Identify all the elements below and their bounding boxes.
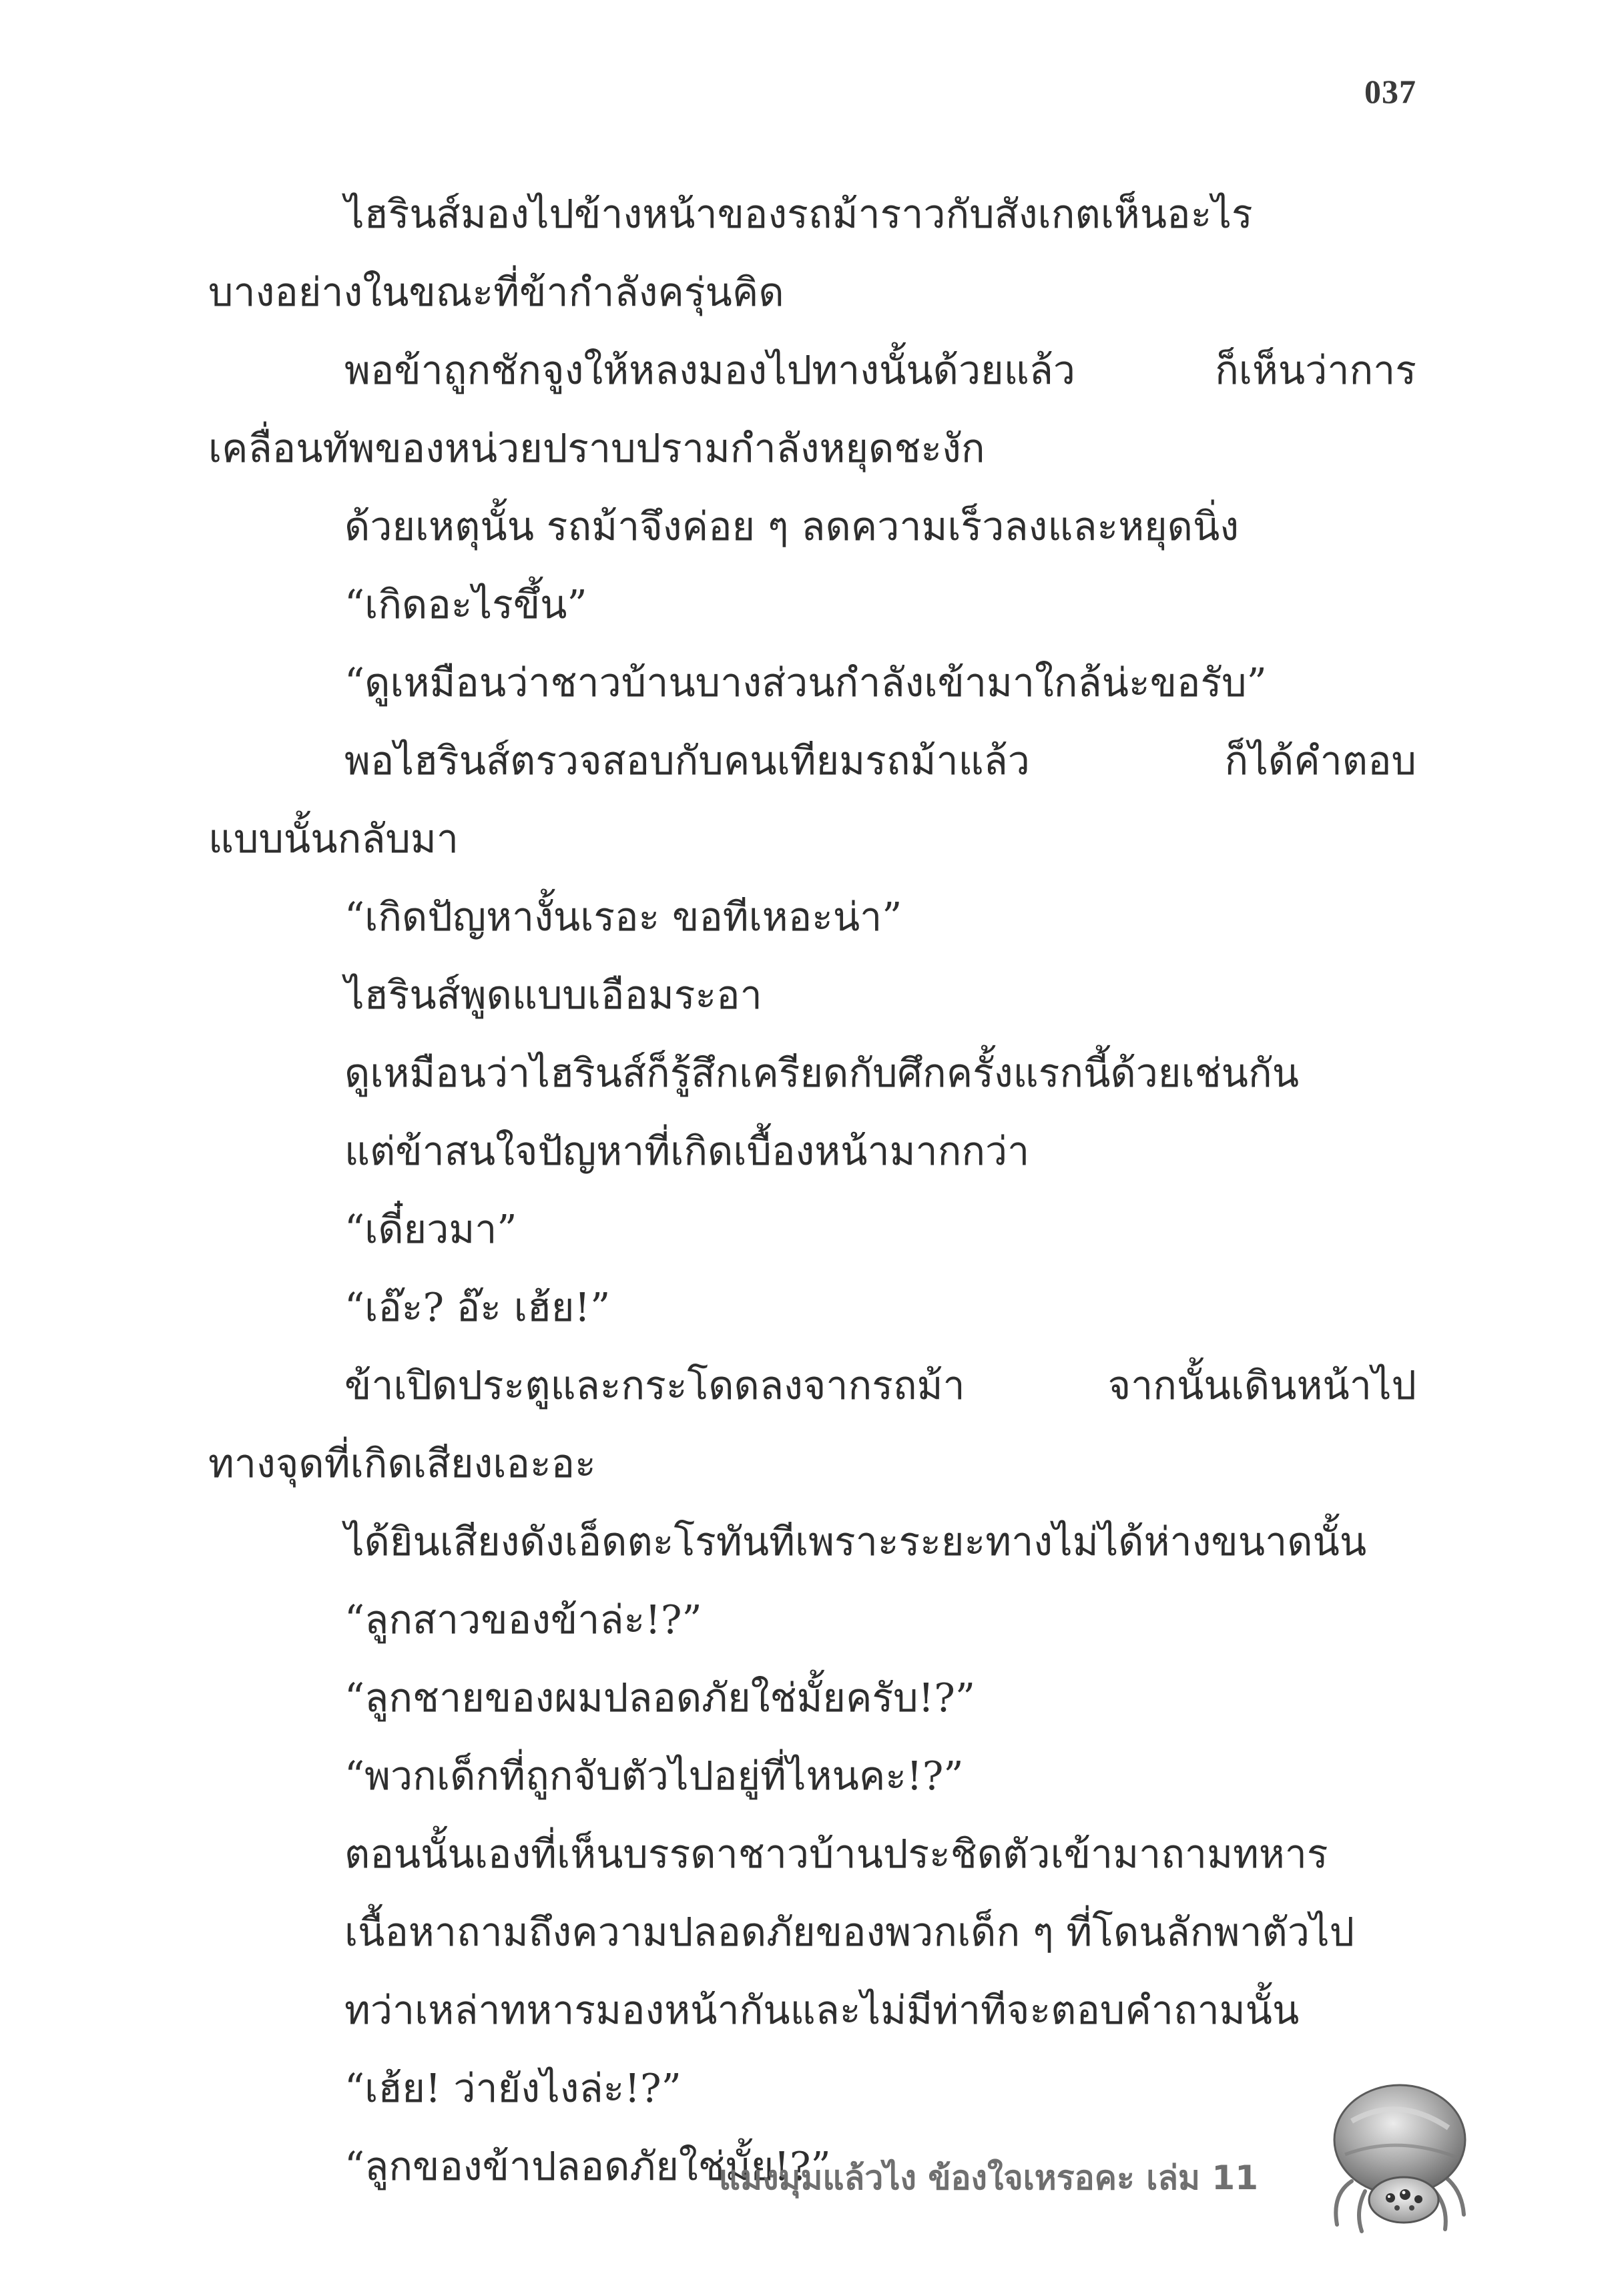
text-line: “ลูกสาวของข้าล่ะ!?” (344, 1597, 702, 1643)
body-text (208, 175, 1416, 2205)
text-line: “ลูกชายของผมปลอดภัยใช่มั้ยครับ!?” (344, 1675, 976, 1721)
footer-book-title: แมงมุมแล้วไง ข้องใจเหรอคะ เล่ม 11 (718, 2159, 1258, 2197)
text-line: ตอนนั้นเองที่เห็นบรรดาชาวบ้านประชิดตัวเข้ามาถามทหาร (344, 1831, 1328, 1877)
text-line: พอข้าถูกชักจูงให้หลงมองไปทางนั้นด้วยแล้ว ก็เห็นว่าการ (344, 347, 1416, 393)
text-line: แต่ข้าสนใจปัญหาที่เกิดเบื้องหน้ามากกว่า (344, 1128, 1030, 1174)
page-number: 037 (1364, 73, 1416, 110)
text-line: “เดี๋ยวมา” (344, 1206, 517, 1252)
text-line: “เกิดปัญหางั้นเรอะ ขอทีเหอะน่า” (344, 894, 902, 940)
text-line: เนื้อหาถามถึงความปลอดภัยของพวกเด็ก ๆ ที่โดนลักพาตัวไป (344, 1909, 1355, 1955)
text-line: “ลูกของข้าปลอดภัยใช่มั้ย!?” (344, 2143, 831, 2189)
text-line: “เอ๊ะ? อ๊ะ เฮ้ย!” (344, 1284, 611, 1330)
text-line: ไฮรินส์พูดแบบเอือมระอา (344, 972, 762, 1018)
text-line: ทว่าเหล่าทหารมองหน้ากันและไม่มีท่าทีจะตอบคำถามนั้น (344, 1987, 1300, 2033)
text-line: ข้าเปิดประตูและกระโดดลงจากรถม้า จากนั้นเดินหน้าไป (344, 1362, 1416, 1408)
text-line: “เกิดอะไรขึ้น” (344, 581, 587, 627)
text-line: “เฮ้ย! ว่ายังไงล่ะ!?” (344, 2065, 682, 2111)
text-line: ด้วยเหตุนั้น รถม้าจึงค่อย ๆ ลดความเร็วลงและหยุดนิ่ง (344, 503, 1240, 549)
spider-mascot-icon (1325, 2081, 1468, 2235)
text-line: พอไฮรินส์ตรวจสอบกับคนเทียมรถม้าแล้ว ก็ได้คำตอบ (344, 738, 1416, 784)
text-line: “พวกเด็กที่ถูกจับตัวไปอยู่ที่ไหนคะ!?” (344, 1753, 964, 1799)
text-line: ทางจุดที่เกิดเสียงเอะอะ (208, 1440, 596, 1486)
text-line: บางอย่างในขณะที่ข้ากำลังครุ่นคิด (208, 269, 784, 315)
text-line: ไฮรินส์มองไปข้างหน้าของรถม้าราวกับสังเกตเห็นอะไร (344, 191, 1253, 237)
text-line: แบบนั้นกลับมา (208, 816, 459, 862)
text-line: เคลื่อนทัพของหน่วยปราบปรามกำลังหยุดชะงัก (208, 425, 985, 471)
text-line: ได้ยินเสียงดังเอ็ดตะโรทันทีเพราะระยะทางไม่ได้ห่างขนาดนั้น (344, 1518, 1367, 1564)
text-line: “ดูเหมือนว่าชาวบ้านบางส่วนกำลังเข้ามาใกล้น่ะขอรับ” (344, 659, 1267, 705)
text-line: ดูเหมือนว่าไฮรินส์ก็รู้สึกเครียดกับศึกครั้งแรกนี้ด้วยเช่นกัน (344, 1050, 1300, 1096)
